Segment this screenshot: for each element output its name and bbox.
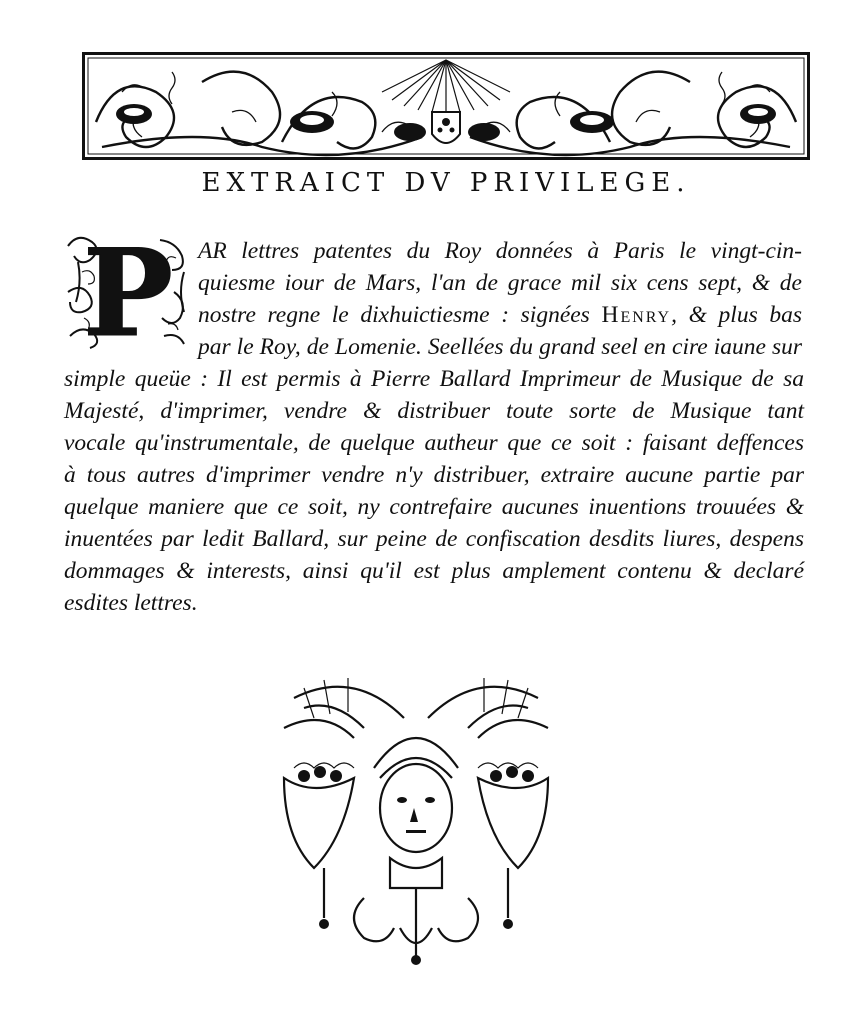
ornamental-header-band (82, 52, 810, 160)
text-line-8: à tous autres d'imprimer vendre n'y distribuer, extraire aucune partie par (64, 462, 804, 488)
text-line-6: Majesté, d'imprimer, vendre & distribuer toute sorte de Musique tant (64, 398, 804, 424)
text-line-3 (198, 300, 802, 330)
text-line-2: quiesme iour de Mars, l'an de grace mil six cens sept, & de (198, 270, 802, 296)
text-line-9: quelque maniere que ce soit, ny contrefaire aucunes inuentions trouuées & (64, 494, 804, 520)
ornate-drop-cap (64, 232, 192, 352)
text-line-7: vocale qu'instrumentale, de quelque autheur que ce soit : faisant deffences (64, 430, 804, 456)
text-line-11: dommages & interests, ainsi qu'il est plus amplement contenu & declaré (64, 558, 804, 584)
text-line-5: simple queüe : Il est permis à Pierre Ballard Imprimeur de Musique de sa (64, 366, 804, 392)
text-line-4: par le Roy, de Lomenie. Seellées du grand seel en cire iaune sur (198, 334, 802, 360)
mask-ornament (264, 668, 568, 968)
text-line-12: esdites lettres. (64, 590, 198, 616)
text-line-3-end: , & plus bas (671, 302, 802, 328)
page-heading: EXTRAICT DV PRIVILEGE. (201, 168, 691, 198)
text-line-10: inuentées par ledit Ballard, sur peine de confiscation desdits liures, despens (64, 526, 804, 552)
signature-name: Henry (601, 302, 672, 328)
drop-cap-letter: P (82, 232, 174, 352)
text-line-1: AR lettres patentes du Roy données à Paris le vingt-cin- (198, 238, 802, 264)
text-line-3-start: nostre regne le dixhuictiesme : signées (198, 302, 602, 328)
